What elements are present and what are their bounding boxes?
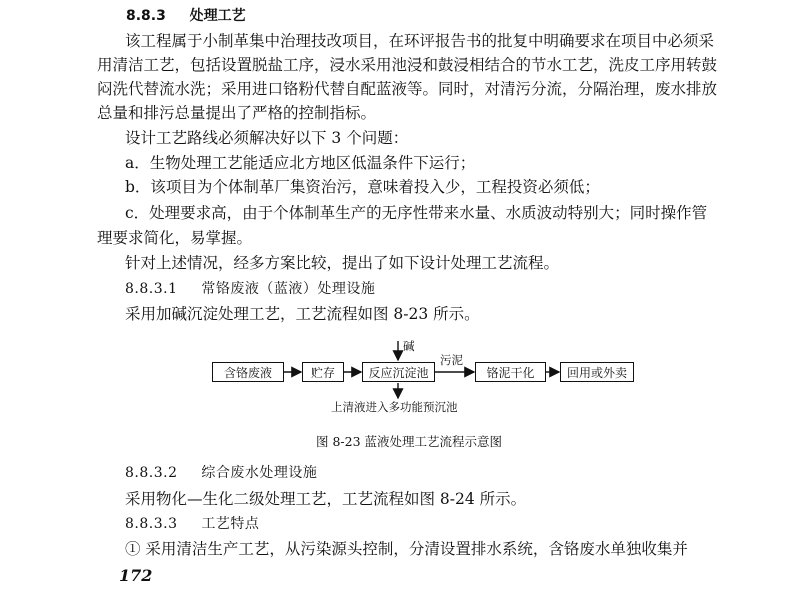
subsection-title: 常铬废液（蓝液）处理设施 xyxy=(201,281,376,297)
para1-line-2: 用清洁工艺，包括设置脱盐工序，浸水采用池浸和鼓浸相结合的节水工艺，洗皮工序用转鼓 xyxy=(97,56,718,74)
subsection-title: 工艺特点 xyxy=(201,516,260,532)
subsection-number: 8.8.3.2 xyxy=(125,465,178,481)
flow-label-supernatant: 上清液进入多功能预沉池 xyxy=(331,400,458,414)
para1-line-3: 闷洗代替流水洗；采用进口铬粉代替自配蓝液等。同时，对清污分流，分隔治理，废水排放 xyxy=(97,80,718,98)
page-number: 172 xyxy=(119,566,153,585)
para6: ① 采用清洁生产工艺，从污染源头控制，分清设置排水系统，含铬废水单独收集并 xyxy=(125,540,688,558)
flow-box-sludge-drying: 铬泥干化 xyxy=(475,362,546,382)
flow-box-reaction-tank: 反应沉淀池 xyxy=(362,362,435,382)
para4: 采用加碱沉淀处理工艺，工艺流程如图 8-23 所示。 xyxy=(125,305,480,323)
item-a: a．生物处理工艺能适应北方地区低温条件下运行； xyxy=(125,154,476,172)
subsection-number: 8.8.3.1 xyxy=(125,281,178,297)
item-c-line-2: 理要求简化，易掌握。 xyxy=(97,229,253,247)
para1-line-1: 该工程属于小制革集中治理技改项目，在环评报告书的批复中明确要求在项目中必须采 xyxy=(125,32,715,50)
subsection-number: 8.8.3.3 xyxy=(125,516,178,532)
flow-box-reuse-sale: 回用或外卖 xyxy=(560,362,634,382)
para2: 设计工艺路线必须解决好以下 3 个问题： xyxy=(125,129,409,147)
figure-caption: 图 8-23 蓝液处理工艺流程示意图 xyxy=(316,434,503,449)
item-c-line-1: c．处理要求高，由于个体制革生产的无序性带来水量、水质波动特别大；同时操作管 xyxy=(125,204,708,222)
flow-box-storage: 贮存 xyxy=(302,362,344,382)
section-number: 8.8.3 xyxy=(126,8,166,24)
subsection-title: 综合废水处理设施 xyxy=(201,465,318,481)
section-title: 处理工艺 xyxy=(189,8,246,24)
subsection-heading-3 xyxy=(125,514,259,534)
para1-line-4: 总量和排污总量提出了严格的控制指标。 xyxy=(97,104,377,122)
item-b: b．该项目为个体制革厂集资治污，意味着投入少，工程投资必须低； xyxy=(125,178,600,196)
para5: 采用物化—生化二级处理工艺，工艺流程如图 8-24 所示。 xyxy=(125,490,527,508)
flow-label-sludge: 污泥 xyxy=(440,353,463,367)
para3: 针对上述情况，经多方案比较，提出了如下设计处理工艺流程。 xyxy=(125,254,560,272)
flow-box-chrome-waste: 含铬废液 xyxy=(212,362,284,382)
flow-label-alkali: 碱 xyxy=(403,339,415,353)
subsection-heading-2 xyxy=(125,463,317,483)
